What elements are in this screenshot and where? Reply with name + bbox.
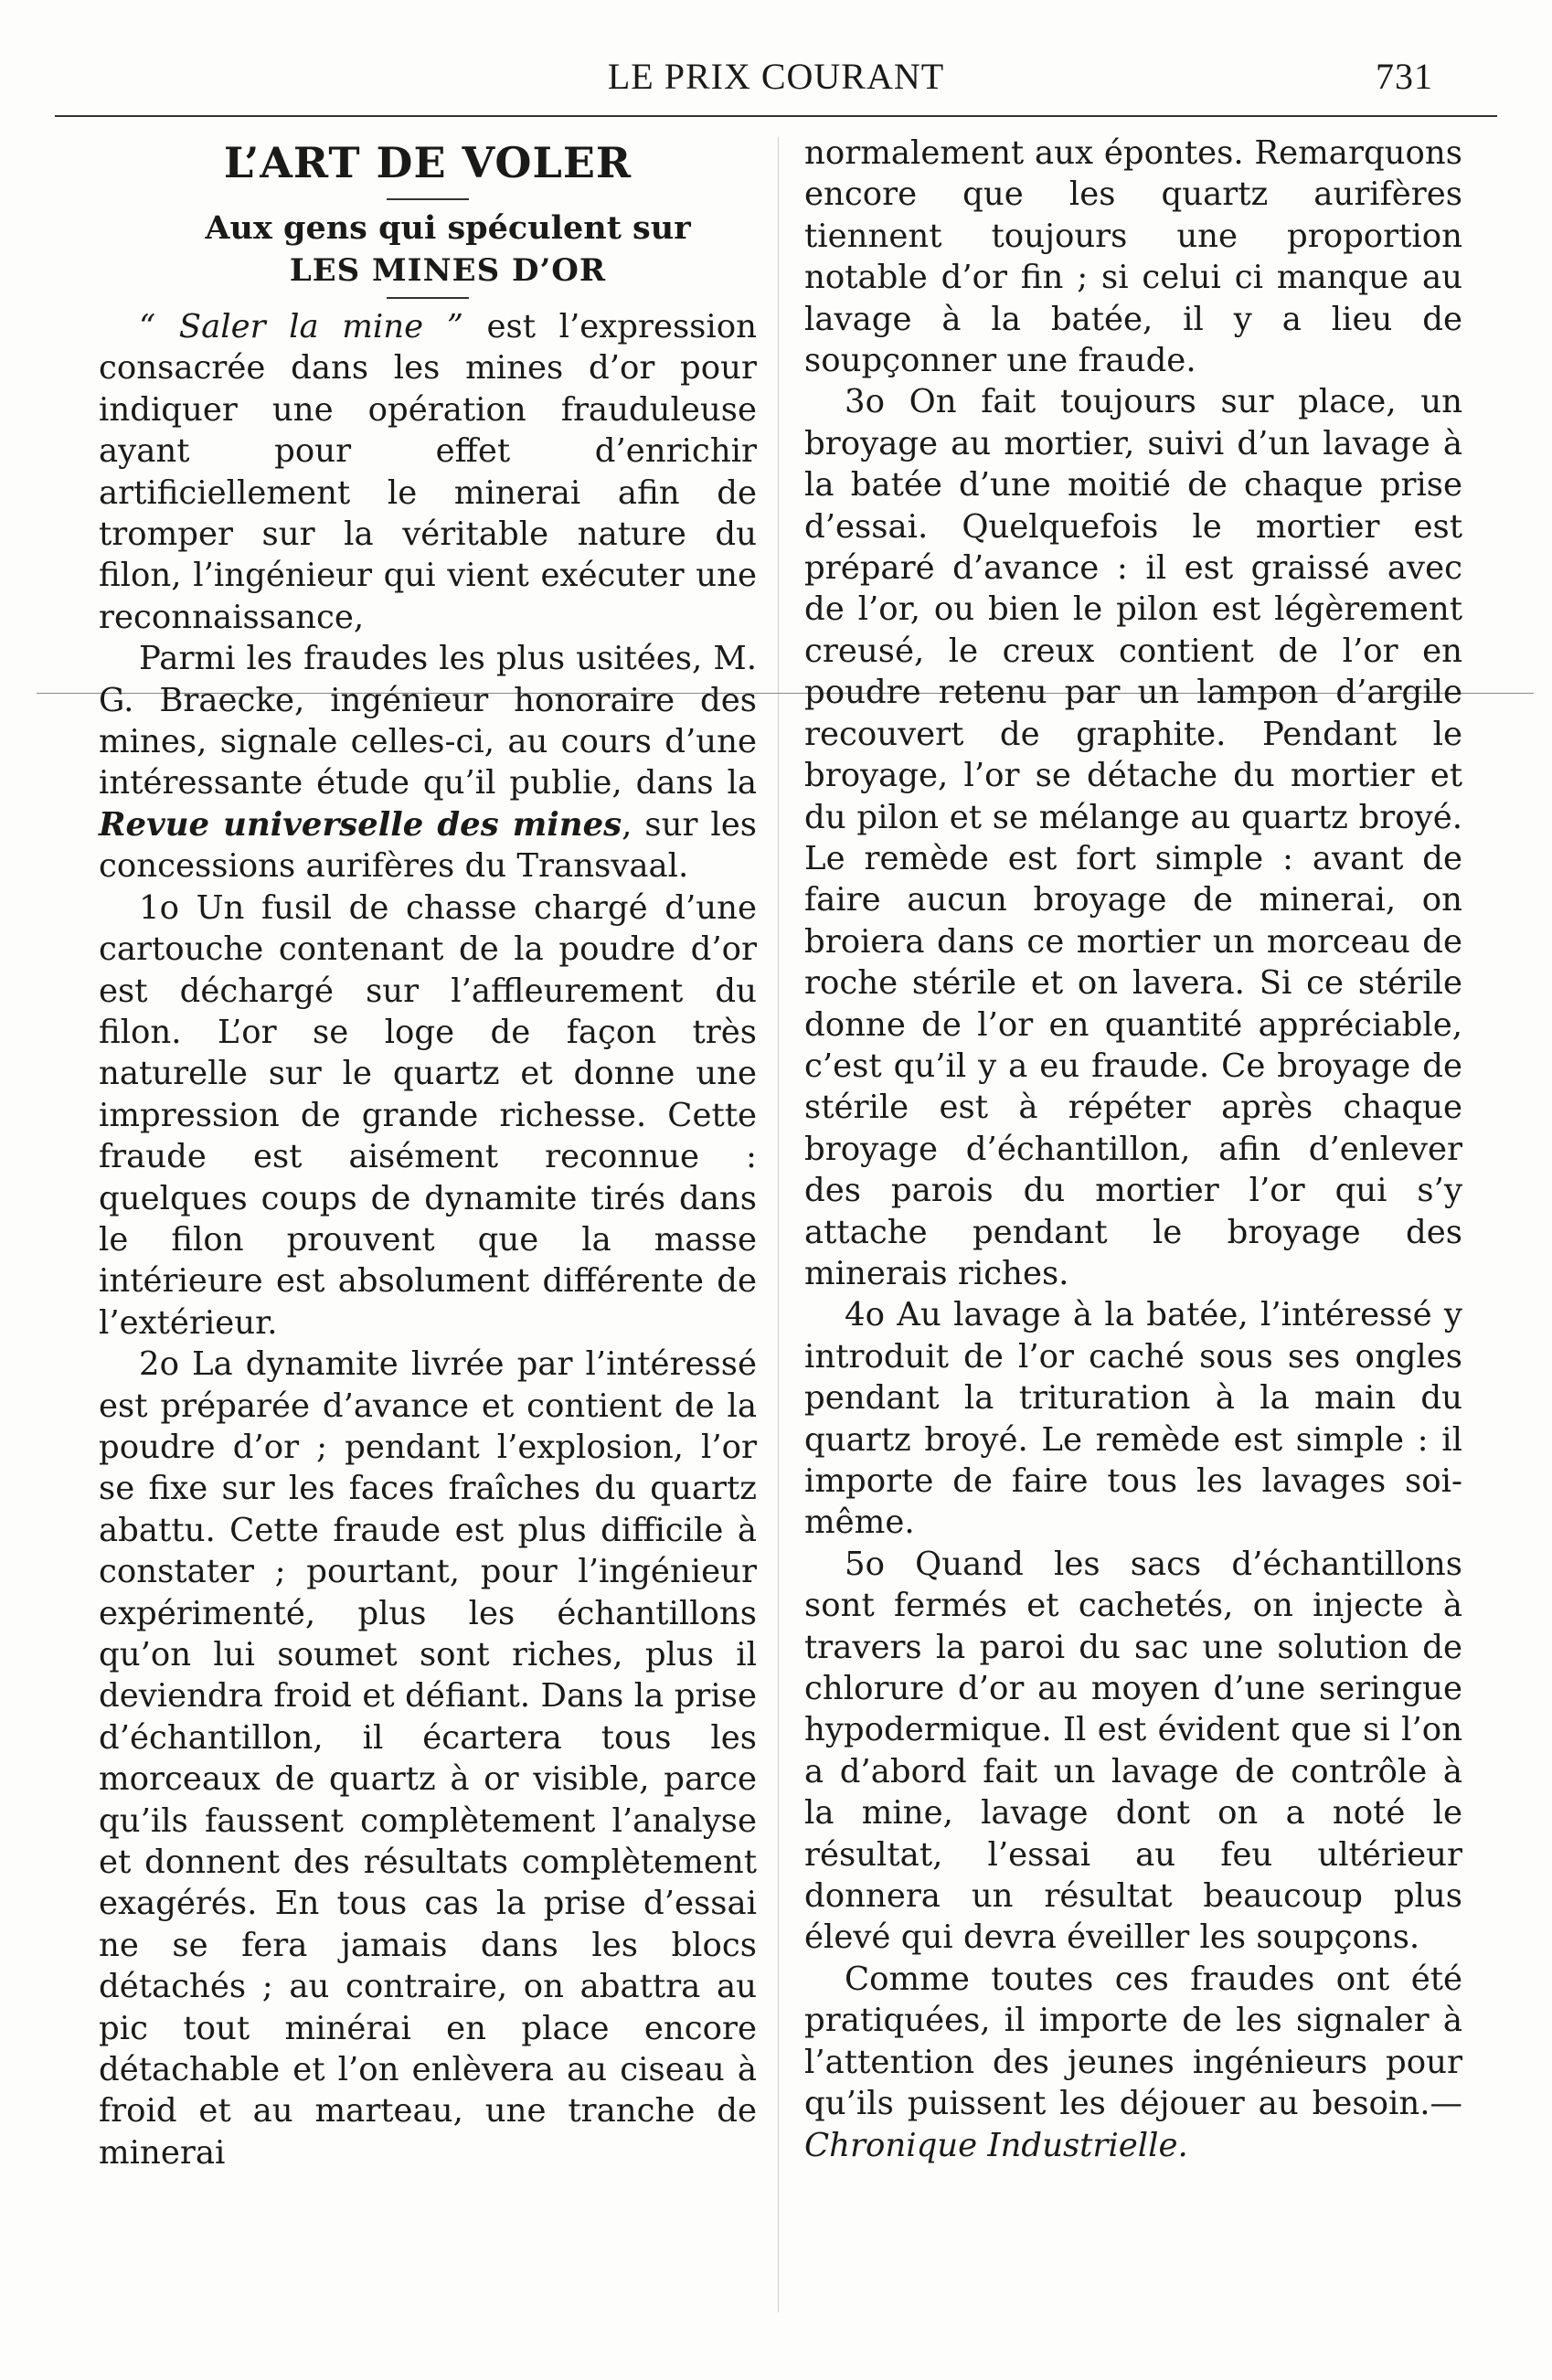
subtitle-rule bbox=[387, 297, 469, 299]
title-rule bbox=[387, 198, 469, 200]
column-divider bbox=[778, 137, 779, 2312]
header-rule bbox=[55, 115, 1497, 117]
quoted-expression: “ Saler la mine ” bbox=[139, 308, 463, 345]
paragraph-fraud-3: 3o On fait toujours sur place, un broyage au mortier, suivi d’un lavage à la batée d’une moitié de chaque prise d’essai. Quelquefois le mortier est préparé d’avance : il est graissé avec de l’or, ou bien le pilon est légèrement creusé, le creux contient de l’or en poudre retenu par un lampon d’argile recouvert de graphite. Pendant le broyage, l’or se détache du mortier et du pilon et se mélange au quartz broyé. Le remède est fort simple : avant de faire aucun broyage de minerai, on broiera dans ce mortier un morceau de roche stérile et on lavera. Si ce stérile donne de l’or en quantité appréciable, c’est qu’il y a eu fraude. Ce broyage de stérile est à répéter après chaque broyage d’échantillon, afin d’enlever des parois du mortier l’or qui s’y attache pendant le broyage des minerais riches. bbox=[804, 383, 1462, 1292]
paragraph-conclusion-text: Comme toutes ces fraudes ont été pratiquées, il importe de les signaler à l’attention des jeunes ingénieurs pour qu’ils puissent les déjouer au besoin.— bbox=[804, 1960, 1462, 2123]
paragraph-fraud-5: 5o Quand les sacs d’échantillons sont fermés et cachetés, on injecte à travers la paroi du sac une solution de chlorure d’or au moyen d’une seringue hypodermique. Il est évident que si l’on a d’abord fait un lavage de contrôle à la mine, lavage dont on a noté le résultat, l’essai au feu ultérieur donnera un résultat beaucoup plus élevé qui devra éveiller les soupçons. bbox=[804, 1545, 1462, 1957]
paragraph-braecke bbox=[99, 638, 757, 887]
paragraph-fraud-1: 1o Un fusil de chasse chargé d’une cartouche contenant de la poudre d’or est déchargé sur l’affleurement du filon. L’or se loge de façon très naturelle sur le quartz et donne une impression de grande richesse. Cette fraude est aisément reconnue : quelques coups de dynamite tirés dans le filon prouvent que la masse intérieure est absolument différente de l’extérieur. bbox=[99, 888, 757, 1342]
publication-title: LE PRIX COURANT bbox=[607, 56, 945, 97]
right-column bbox=[804, 133, 1462, 2166]
paragraph-fraud-4: 4o Au lavage à la batée, l’intéressé y introduit de l’or caché sous ses ongles pendant la trituration à la main du quartz broyé. Le remède est simple : il importe de faire tous les lavages soi-même. bbox=[804, 1296, 1462, 1542]
paragraph-fraud-2: 2o La dynamite livrée par l’intéressé est préparée d’avance et contient de la poudre d’or ; pendant l’explosion, l’or se fixe sur les faces fraîches du quartz abattu. Cette fraude est plus difficile à constater ; pourtant, pour l’ingénieur expérimenté, plus les échantillons qu’on lui soumet sont riches, plus il deviendra froid et défiant. Dans la prise d’échantillon, il écartera tous les morceaux de quartz à or visible, parce qu’ils faussent complètement l’analyse et donnent des résultats complètement exagérés. En tous cas la prise d’essai ne se fera jamais dans les blocs détachés ; au contraire, on abattra au pic tout minérai en place encore détachable et l’on enlèvera au ciseau à froid et au marteau, une tranche de minerai bbox=[99, 1345, 757, 2172]
source-credit: Chronique Industrielle. bbox=[804, 2126, 1188, 2164]
paragraph-braecke-text: Parmi les fraudes les plus usitées, M. G. Braecke, ingénieur honoraire des mines, signale celles-ci, au cours d’une intéressante étude qu’il publie, dans la bbox=[99, 640, 757, 802]
page-number: 731 bbox=[1376, 56, 1433, 97]
paragraph-braecke-end: , sur les concessions aurifères du Transvaal. bbox=[99, 805, 757, 886]
paragraph-conclusion bbox=[804, 1959, 1462, 2166]
paragraph-intro bbox=[99, 306, 757, 638]
journal-title: Revue universelle des mines bbox=[99, 805, 622, 844]
article-subtitle: Aux gens qui spéculent sur bbox=[205, 209, 691, 247]
paragraph-intro-text: est l’expression consacrée dans les mines d’or pour indiquer une opération frauduleuse ayant pour effet d’enrichir artificiellement le minerai afin de tromper sur la véritable nature du filon, l’ingénieur qui vient exécuter une reconnaissance, bbox=[99, 308, 757, 636]
running-head bbox=[101, 55, 1451, 106]
article-title: L’ART DE VOLER bbox=[223, 138, 632, 187]
article-subtitle-caps: LES MINES D’OR bbox=[289, 252, 607, 289]
left-column bbox=[99, 133, 757, 2173]
paragraph-fraud-2-continued: normalement aux épontes. Remarquons encore que les quartz aurifères tiennent toujours une proportion notable d’or fin ; si celui ci manque au lavage à la batée, il y a lieu de soupçonner une fraude. bbox=[804, 134, 1462, 380]
